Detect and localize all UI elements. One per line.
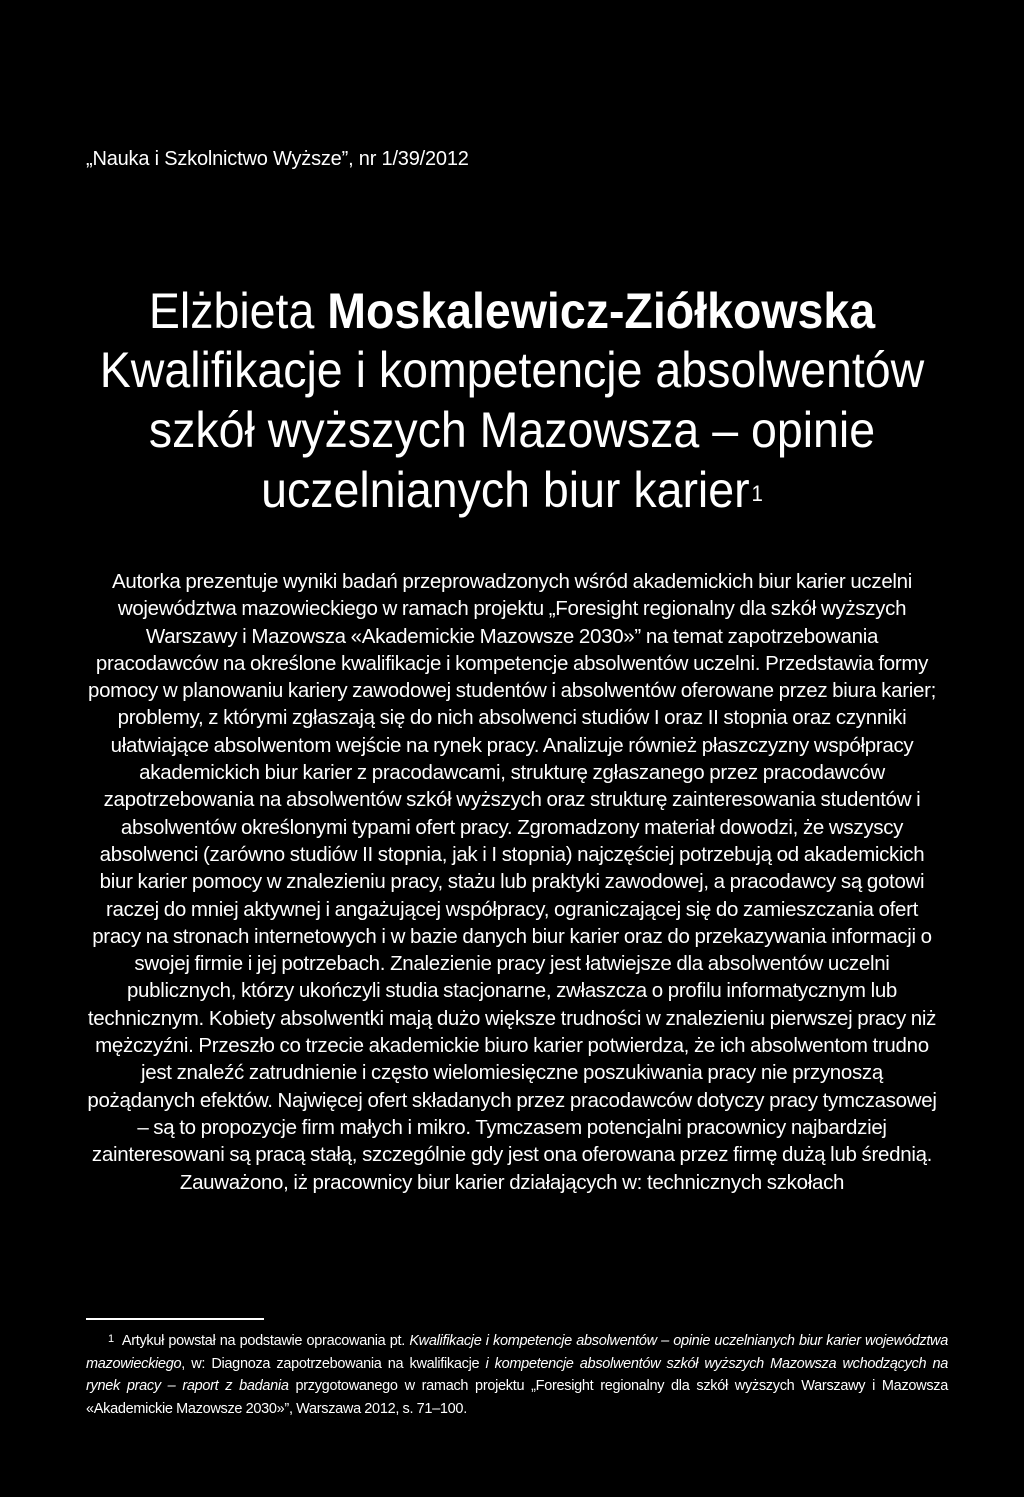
footnote <box>86 1330 948 1420</box>
journal-header: „Nauka i Szkolnictwo Wyższe”, nr 1/39/2012 <box>86 148 469 170</box>
author-name <box>92 282 933 340</box>
footnote-text: , w: Diagnoza zapotrzebowania na kwalifikacje <box>181 1355 486 1372</box>
title-line: uczelnianych biur karier$^1$ <box>261 462 763 518</box>
footnote-italic-title: i kompetencje absolwentów szkół wyższych Mazowsza wchodzących na rynek pracy – raport z badania <box>86 1355 949 1394</box>
title-block <box>92 282 933 520</box>
footnote-italic-title: Kwalifikacje i kompetencje absolwentów – opinie uczelnianych biur karier województwa mazowieckiego <box>86 1333 948 1372</box>
article-title <box>92 340 933 520</box>
footnote-text: Artykuł powstał na podstawie opracowania pt. <box>121 1333 410 1349</box>
footnote-text: przygotowanego w ramach projektu „Foresight regionalny dla szkół wyższych Warszawy i Mazowsza «Akademickie Mazowsze 2030»”, Warszawa 2012, s. 71–100. <box>86 1378 948 1417</box>
footnote-divider <box>86 1318 264 1320</box>
author-first-name: Elżbieta <box>148 283 315 339</box>
footnote-mark: 1 <box>108 1333 114 1345</box>
title-line: Kwalifikacje i kompetencje absolwentów <box>99 342 925 398</box>
title-line: szkół wyższych Mazowsza – opinie <box>148 402 876 458</box>
footnote-reference[interactable]: 1 <box>751 481 763 506</box>
author-surname: Moskalewicz-Ziółkowska <box>327 283 876 339</box>
abstract: Autorka prezentuje wyniki badań przeprowadzonych wśród akademickich biur karier uczelni województwa mazowieckiego w ramach projektu „Foresight regionalny dla szkół wyższych Warszawy i Mazowsza «Akademickie Mazowsze 2030»” na temat zapotrzebowania pracodawców na określone kwalifikacje i kompetencje absolwentów uczelni. Przedstawia formy pomocy w planowaniu kariery zawodowej studentów i absolwentów oferowane przez biura karier; problemy, z którymi zgłaszają się do nich absolwenci studiów I oraz II stopnia oraz czynniki ułatwiające absolwentom wejście na rynek pracy. Analizuje również płaszczyzny współpracy akademickich biur karier z pracodawcami, strukturę zgłaszanego przez pracodawców zapotrzebowania na absolwentów szkół wyższych oraz strukturę zainteresowania studentów i absolwentów określonymi typami ofert pracy. Zgromadzony materiał dowodzi, że wszyscy absolwenci (zarówno studiów II stopnia, jak i I stopnia) najczęściej potrzebują od akademickich biur karier pomocy w znalezieniu pracy, stażu lub praktyki zawodowej, a pracodawcy są gotowi raczej do mniej aktywnej i angażującej współpracy, ograniczającej się do zamieszczania ofert pracy na stronach internetowych i w bazie danych biur karier oraz do przekazywania informacji o swojej firmie i jej potrzebach. Znalezienie pracy jest łatwiejsze dla absolwentów uczelni publicznych, którzy ukończyli studia stacjonarne, zwłaszcza o profilu informatycznym lub technicznym. Kobiety absolwentki mają dużo większe trudności w znalezieniu pierwszej pracy niż mężczyźni. Przeszło co trzecie akademickie biuro karier potwierdza, że ich absolwentom trudno jest znaleźć zatrudnienie i często wielomiesięczne poszukiwania pracy nie przynoszą pożądanych efektów. Najwięcej ofert składanych przez pracodawców dotyczy pracy tymczasowej – są to propozycje firm małych i mikro. Tymczasem potencjalni pracownicy najbardziej zainteresowani są pracą stałą, szczególnie gdy jest ona oferowana przez firmę dużą lub średnią. Zauważono, iż pracownicy biur karier działających w: technicznych szkołach <box>87 570 937 1194</box>
